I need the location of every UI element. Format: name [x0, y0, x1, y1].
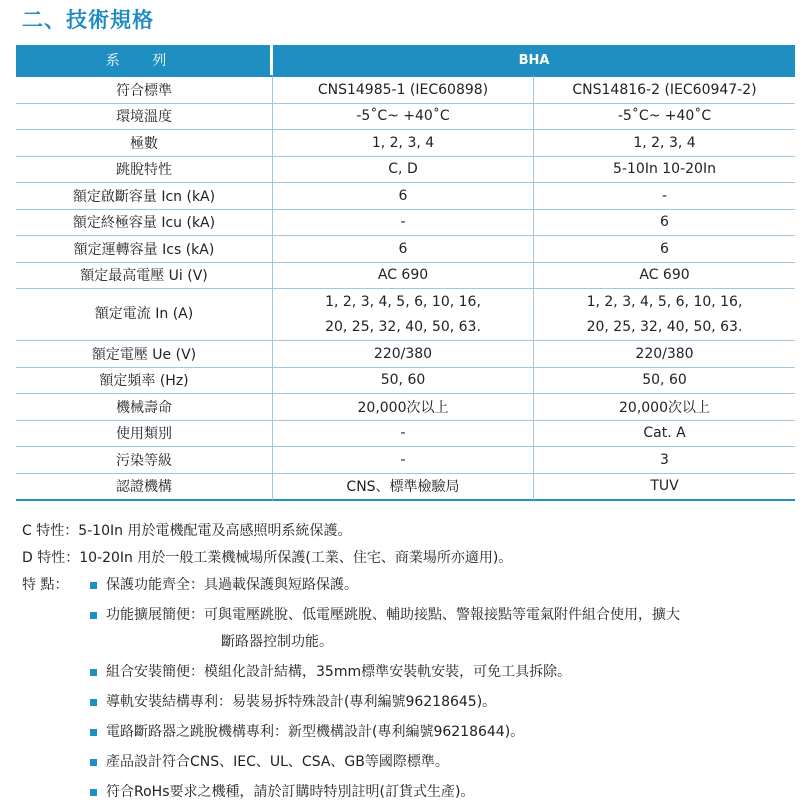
row-label: 符合標準	[16, 75, 273, 104]
table-row	[16, 104, 795, 131]
row-label: 環境溫度	[16, 104, 273, 131]
features-list	[90, 572, 805, 809]
feature-text: 電路斷路器之跳脫機構專利：新型機構設計(專利編號96218644)。	[106, 724, 525, 740]
row-label: 機械壽命	[16, 394, 273, 421]
table-row	[16, 75, 795, 104]
row-label: 額定電壓 Ue (V)	[16, 341, 273, 368]
square-bullet-icon	[90, 759, 97, 766]
table-row	[16, 368, 795, 395]
cell-value: -	[273, 210, 534, 237]
row-label: 污染等級	[16, 447, 273, 474]
cell-value: TUV	[534, 474, 795, 502]
cell-value	[273, 289, 534, 341]
table-row	[16, 263, 795, 290]
feature-text: 產品設計符合CNS、IEC、UL、CSA、GB等國際標準。	[106, 754, 449, 770]
table-row	[16, 289, 795, 341]
header-series: 系 列	[16, 45, 273, 75]
row-label: 額定頻率 (Hz)	[16, 368, 273, 395]
cell-value: 220/380	[273, 341, 534, 368]
table-header-row	[16, 45, 795, 75]
list-item	[90, 719, 805, 746]
header-model: BHA	[273, 45, 795, 75]
cell-value: 6	[273, 183, 534, 210]
cell-value: AC 690	[534, 263, 795, 290]
cell-value: 50, 60	[273, 368, 534, 395]
cell-value: -5˚C~ +40˚C	[273, 104, 534, 131]
cell-value: 20,000次以上	[273, 394, 534, 421]
feature-text: 保護功能齊全：具過載保護與短路保護。	[106, 577, 358, 593]
list-item	[90, 749, 805, 776]
square-bullet-icon	[90, 582, 97, 589]
list-item	[90, 689, 805, 716]
cell-value: 6	[534, 236, 795, 263]
cell-value: 5-10In 10-20In	[534, 157, 795, 184]
cell-value: CNS、標準檢驗局	[273, 474, 534, 502]
row-label: 額定運轉容量 Ics (kA)	[16, 236, 273, 263]
list-item	[90, 602, 805, 656]
cell-value: -	[534, 183, 795, 210]
feature-text: 功能擴展簡便：可與電壓跳脫、低電壓跳脫、輔助接點、警報接點等電氣附件組合使用，擴大	[106, 607, 680, 623]
feature-text-continued: 斷路器控制功能。	[221, 634, 333, 650]
spec-table	[16, 45, 795, 501]
cell-value: -5˚C~ +40˚C	[534, 104, 795, 131]
note-d-characteristic: D 特性：10-20In 用於一般工業機械場所保護(工業、住宅、商業場所亦適用)。	[22, 550, 513, 566]
cell-line: 1, 2, 3, 4, 5, 6, 10, 16,	[325, 293, 481, 310]
cell-value: 1, 2, 3, 4	[273, 130, 534, 157]
row-label: 使用類別	[16, 421, 273, 448]
feature-text: 符合RoHs要求之機種，請於訂購時特別註明(訂貨式生產)。	[106, 784, 475, 800]
cell-value: Cat. A	[534, 421, 795, 448]
table-row	[16, 394, 795, 421]
cell-value: CNS14816-2 (IEC60947-2)	[534, 75, 795, 104]
table-row	[16, 183, 795, 210]
cell-value: 1, 2, 3, 4	[534, 130, 795, 157]
table-row	[16, 421, 795, 448]
table-row	[16, 130, 795, 157]
cell-value: 6	[273, 236, 534, 263]
table-row	[16, 236, 795, 263]
note-c-characteristic: C 特性：5-10In 用於電機配電及高感照明系統保護。	[22, 523, 352, 539]
feature-text: 導軌安裝結構專利：易裝易拆特殊設計(專利編號96218645)。	[106, 694, 497, 710]
row-label: 額定最高電壓 Ui (V)	[16, 263, 273, 290]
cell-value: 6	[534, 210, 795, 237]
table-row	[16, 474, 795, 502]
cell-line: 1, 2, 3, 4, 5, 6, 10, 16,	[586, 293, 743, 310]
list-item	[90, 572, 805, 599]
cell-value: 50, 60	[534, 368, 795, 395]
list-item	[90, 779, 805, 806]
square-bullet-icon	[90, 612, 97, 619]
table-row	[16, 157, 795, 184]
square-bullet-icon	[90, 789, 97, 796]
cell-value: C, D	[273, 157, 534, 184]
square-bullet-icon	[90, 729, 97, 736]
cell-value	[534, 289, 795, 341]
square-bullet-icon	[90, 699, 97, 706]
features-label: 特 點：	[22, 577, 69, 593]
cell-value: 220/380	[534, 341, 795, 368]
cell-line: 20, 25, 32, 40, 50, 63.	[325, 318, 481, 335]
row-label: 額定電流 In (A)	[16, 289, 273, 341]
row-label: 跳脫特性	[16, 157, 273, 184]
cell-value: 3	[534, 447, 795, 474]
cell-value: 20,000次以上	[534, 394, 795, 421]
notes-section	[22, 518, 799, 800]
feature-text: 組合安裝簡便：模組化設計結構，35mm標準安裝軌安裝，可免工具拆除。	[106, 664, 572, 680]
table-row	[16, 210, 795, 237]
cell-value: -	[273, 447, 534, 474]
cell-value: CNS14985-1 (IEC60898)	[273, 75, 534, 104]
row-label: 額定終極容量 Icu (kA)	[16, 210, 273, 237]
row-label: 認證機構	[16, 474, 273, 502]
table-row	[16, 341, 795, 368]
table-row	[16, 447, 795, 474]
cell-line: 20, 25, 32, 40, 50, 63.	[586, 318, 743, 335]
cell-value: AC 690	[273, 263, 534, 290]
row-label: 額定啟斷容量 Icn (kA)	[16, 183, 273, 210]
square-bullet-icon	[90, 669, 97, 676]
list-item	[90, 659, 805, 686]
section-title: 二、技術規格	[22, 8, 154, 32]
cell-value: -	[273, 421, 534, 448]
row-label: 極數	[16, 130, 273, 157]
